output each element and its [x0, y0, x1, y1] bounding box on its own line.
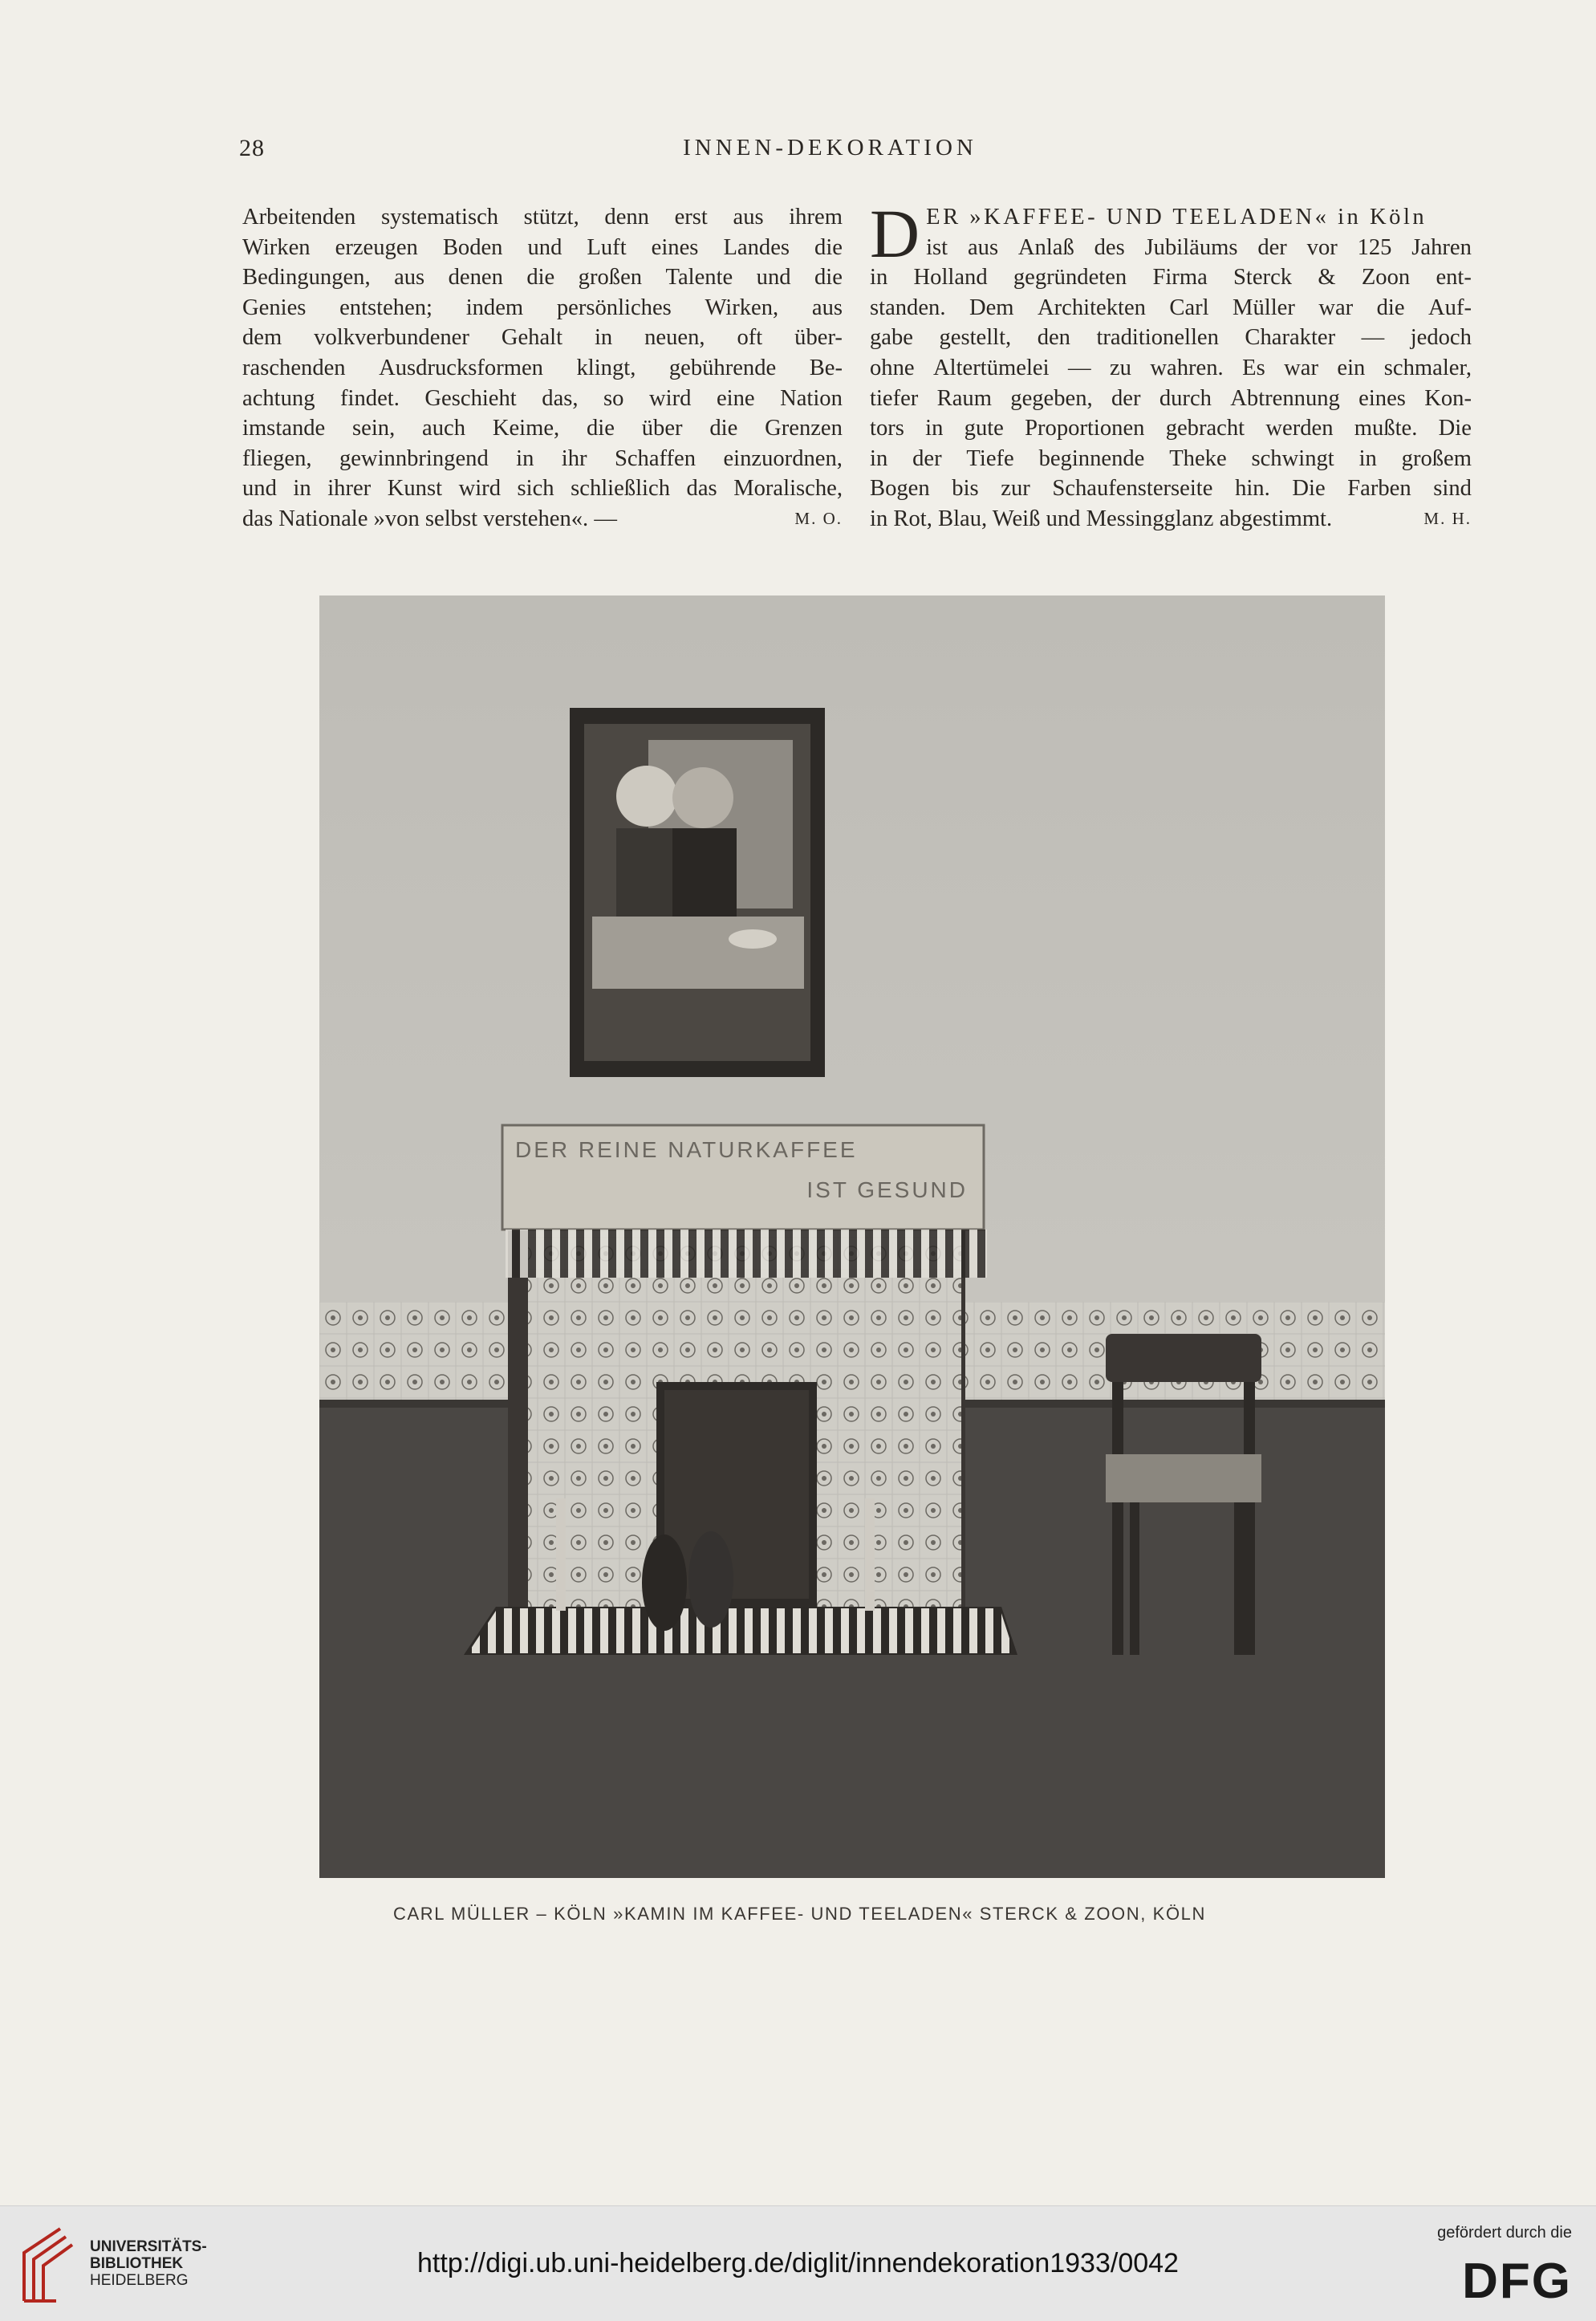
text-line: achtung findet. Geschieht das, so wird eine Nation — [242, 385, 843, 411]
last-line-text: in Rot, Blau, Weiß und Messingglanz abgestimmt. — [870, 506, 1333, 531]
text-line: fliegen, gewinnbringend in ihr Schaffen einzuordnen, — [242, 445, 843, 471]
text-line: raschenden Ausdrucksformen klingt, gebührende Be- — [242, 355, 843, 380]
sign-text-line2: IST GESUND — [806, 1177, 968, 1202]
running-head: INNEN-DEKORATION — [683, 135, 977, 161]
text-line: ist aus Anlaß des Jubiläums der vor 125 Jahren — [926, 234, 1472, 260]
text-line: tors in gute Proportionen gebracht werden mußte. Die — [870, 416, 1472, 441]
text-line: und in ihrer Kunst wird sich schließlich das Moralische, — [242, 476, 843, 502]
dfg-logo: DFG — [1462, 2254, 1572, 2309]
text-line: Wirken erzeugen Boden und Luft eines Landes die — [242, 234, 843, 260]
text-line: gabe gestellt, den traditionellen Charakter — jedoch — [870, 325, 1472, 351]
text-line: tiefer Raum gegeben, der durch Abtrennung eines Kon- — [870, 385, 1472, 411]
funding-note: gefördert durch die — [1437, 2224, 1572, 2242]
text-line: Genies entstehen; indem persönliches Wirken, aus — [242, 295, 843, 320]
page-number: 28 — [239, 135, 265, 161]
text-line: standen. Dem Architekten Carl Müller war die Auf- — [870, 295, 1472, 320]
text-line-last — [242, 504, 843, 535]
text-line-heading: ER »KAFFEE- UND TEELADEN« in Köln — [926, 205, 1427, 230]
right-column — [870, 195, 1472, 535]
digitization-footer — [0, 2205, 1596, 2321]
left-column — [242, 202, 843, 535]
library-name-line2: BIBLIOTHEK — [90, 2255, 184, 2272]
text-line: imstande sein, auch Keime, die über die Grenzen — [242, 416, 843, 441]
figure-caption: CARL MÜLLER – KÖLN »KAMIN IM KAFFEE- UND TEELADEN« STERCK & ZOON, KÖLN — [393, 1904, 1206, 1924]
author-signature: M. O. — [794, 508, 843, 528]
text-line: dem volkverbundener Gehalt in neuen, oft über- — [242, 325, 843, 351]
drop-initial: D — [870, 195, 920, 272]
photo-illustration — [319, 595, 1385, 1878]
interior-photograph — [319, 595, 1385, 1878]
text-line: Bogen bis zur Schaufensterseite hin. Die Farben sind — [870, 476, 1472, 502]
library-name-line1: UNIVERSITÄTS- — [90, 2238, 207, 2255]
text-line: Arbeitenden systematisch stützt, denn erst aus ihrem — [242, 205, 843, 230]
sign-text-line1: DER REINE NATURKAFFEE — [515, 1137, 858, 1162]
text-line: ohne Altertümelei — zu wahren. Es war ein schmaler, — [870, 355, 1472, 380]
text-line: in der Tiefe beginnende Theke schwingt in großem — [870, 445, 1472, 471]
last-line-text: das Nationale »von selbst verstehen«. — — [242, 506, 617, 531]
text-line: Bedingungen, aus denen die großen Talente und die — [242, 265, 843, 291]
text-line: in Holland gegründeten Firma Sterck & Zoon ent- — [870, 265, 1472, 291]
text-line-last — [870, 504, 1472, 535]
author-signature: M. H. — [1423, 508, 1472, 528]
library-name-line3: HEIDELBERG — [90, 2272, 189, 2289]
source-url[interactable]: http://digi.ub.uni-heidelberg.de/diglit/innendekoration1933/0042 — [417, 2248, 1179, 2278]
